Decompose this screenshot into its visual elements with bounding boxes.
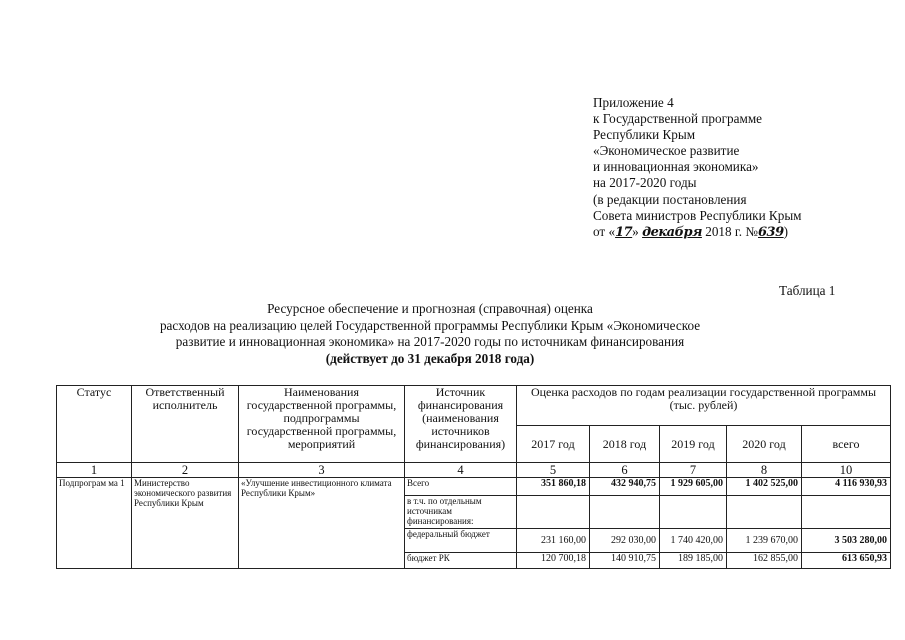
value-total: 3 503 280,00: [802, 529, 891, 553]
column-number-row: [57, 463, 891, 478]
value-2018: 140 910,75: [590, 553, 660, 569]
header-year-2019: 2019 год: [660, 426, 727, 463]
value-2019: 1 740 420,00: [660, 529, 727, 553]
value-2017: 120 700,18: [517, 553, 590, 569]
column-number: 1: [57, 463, 132, 478]
appendix-line: «Экономическое развитие: [593, 143, 740, 159]
document-title: [110, 301, 750, 367]
value-2017: 231 160,00: [517, 529, 590, 553]
source-cell: Всего: [405, 478, 517, 496]
appendix-line: на 2017-2020 годы: [593, 175, 697, 191]
value-total: 613 650,93: [802, 553, 891, 569]
value-2018: 432 940,75: [590, 478, 660, 496]
value-2020: 1 239 670,00: [727, 529, 802, 553]
column-number: 10: [802, 463, 891, 478]
handwritten-day: 17: [615, 224, 633, 240]
column-number: 7: [660, 463, 727, 478]
executor-cell: Министерство экономического развития Республики Крым: [132, 478, 239, 569]
column-number: 6: [590, 463, 660, 478]
appendix-line: (в редакции постановления: [593, 191, 747, 207]
appendix-line: и инновационная экономика»: [593, 159, 759, 175]
program-name-cell: «Улучшение инвестиционного климата Республики Крым»: [239, 478, 405, 569]
title-line: расходов на реализацию целей Государственной программы Республики Крым «Экономическое: [159, 317, 701, 333]
source-cell: бюджет РК: [405, 553, 517, 569]
header-name: Наименования государственной программы, подпрограммы государственной программы, мероприятий: [239, 386, 405, 463]
appendix-line: Республики Крым: [593, 127, 696, 143]
table-row: [57, 478, 891, 496]
status-cell: Подпрограм ма 1: [57, 478, 132, 569]
sign-close: ): [783, 223, 789, 239]
column-number: 2: [132, 463, 239, 478]
header-year-2020: 2020 год: [727, 426, 802, 463]
title-line: развитие и инновационная экономика» на 2017-2020 годы по источникам финансирования: [175, 334, 685, 349]
value-2020: 162 855,00: [727, 553, 802, 569]
column-number: 8: [727, 463, 802, 478]
value-2020: 1 402 525,00: [727, 478, 802, 496]
value-2017: 351 860,18: [517, 478, 590, 496]
appendix-line: Совета министров Республики Крым: [593, 207, 802, 223]
value-2020: [727, 496, 802, 529]
value-2019: [660, 496, 727, 529]
source-cell: в т.ч. по отдельным источникам финансирования:: [405, 496, 517, 529]
column-number: 3: [239, 463, 405, 478]
value-2018: [590, 496, 660, 529]
source-cell: федеральный бюджет: [405, 529, 517, 553]
value-2019: 189 185,00: [660, 553, 727, 569]
handwritten-month: декабря: [642, 224, 702, 240]
header-source: Источник финансирования (наименования источников финансирования): [405, 386, 517, 463]
sign-year: 2018 г. №: [705, 223, 758, 239]
appendix-block: [593, 95, 802, 241]
sign-prefix: от «: [593, 223, 616, 239]
header-status: Статус: [57, 386, 132, 463]
column-number: 5: [517, 463, 590, 478]
value-total: 4 116 930,93: [802, 478, 891, 496]
header-executor: Ответственный исполнитель: [132, 386, 239, 463]
handwritten-number: 639: [758, 224, 784, 240]
value-2017: [517, 496, 590, 529]
value-2019: 1 929 605,00: [660, 478, 727, 496]
appendix-line: к Государственной программе: [593, 111, 763, 127]
resolution-date-line: [593, 224, 802, 241]
column-number: 4: [405, 463, 517, 478]
title-validity-line: (действует до 31 декабря 2018 года): [325, 350, 535, 366]
resource-table: [56, 385, 891, 569]
value-total: [802, 496, 891, 529]
header-year-2018: 2018 год: [590, 426, 660, 463]
header-estimate: Оценка расходов по годам реализации государственной программы (тыс. рублей): [517, 386, 891, 426]
table-label: Таблица 1: [779, 283, 836, 298]
title-line: Ресурсное обеспечение и прогнозная (справочная) оценка: [267, 301, 593, 316]
header-year-2017: 2017 год: [517, 426, 590, 463]
appendix-line: Приложение 4: [593, 95, 674, 110]
sign-mid: »: [632, 223, 643, 239]
value-2018: 292 030,00: [590, 529, 660, 553]
header-total: всего: [802, 426, 891, 463]
